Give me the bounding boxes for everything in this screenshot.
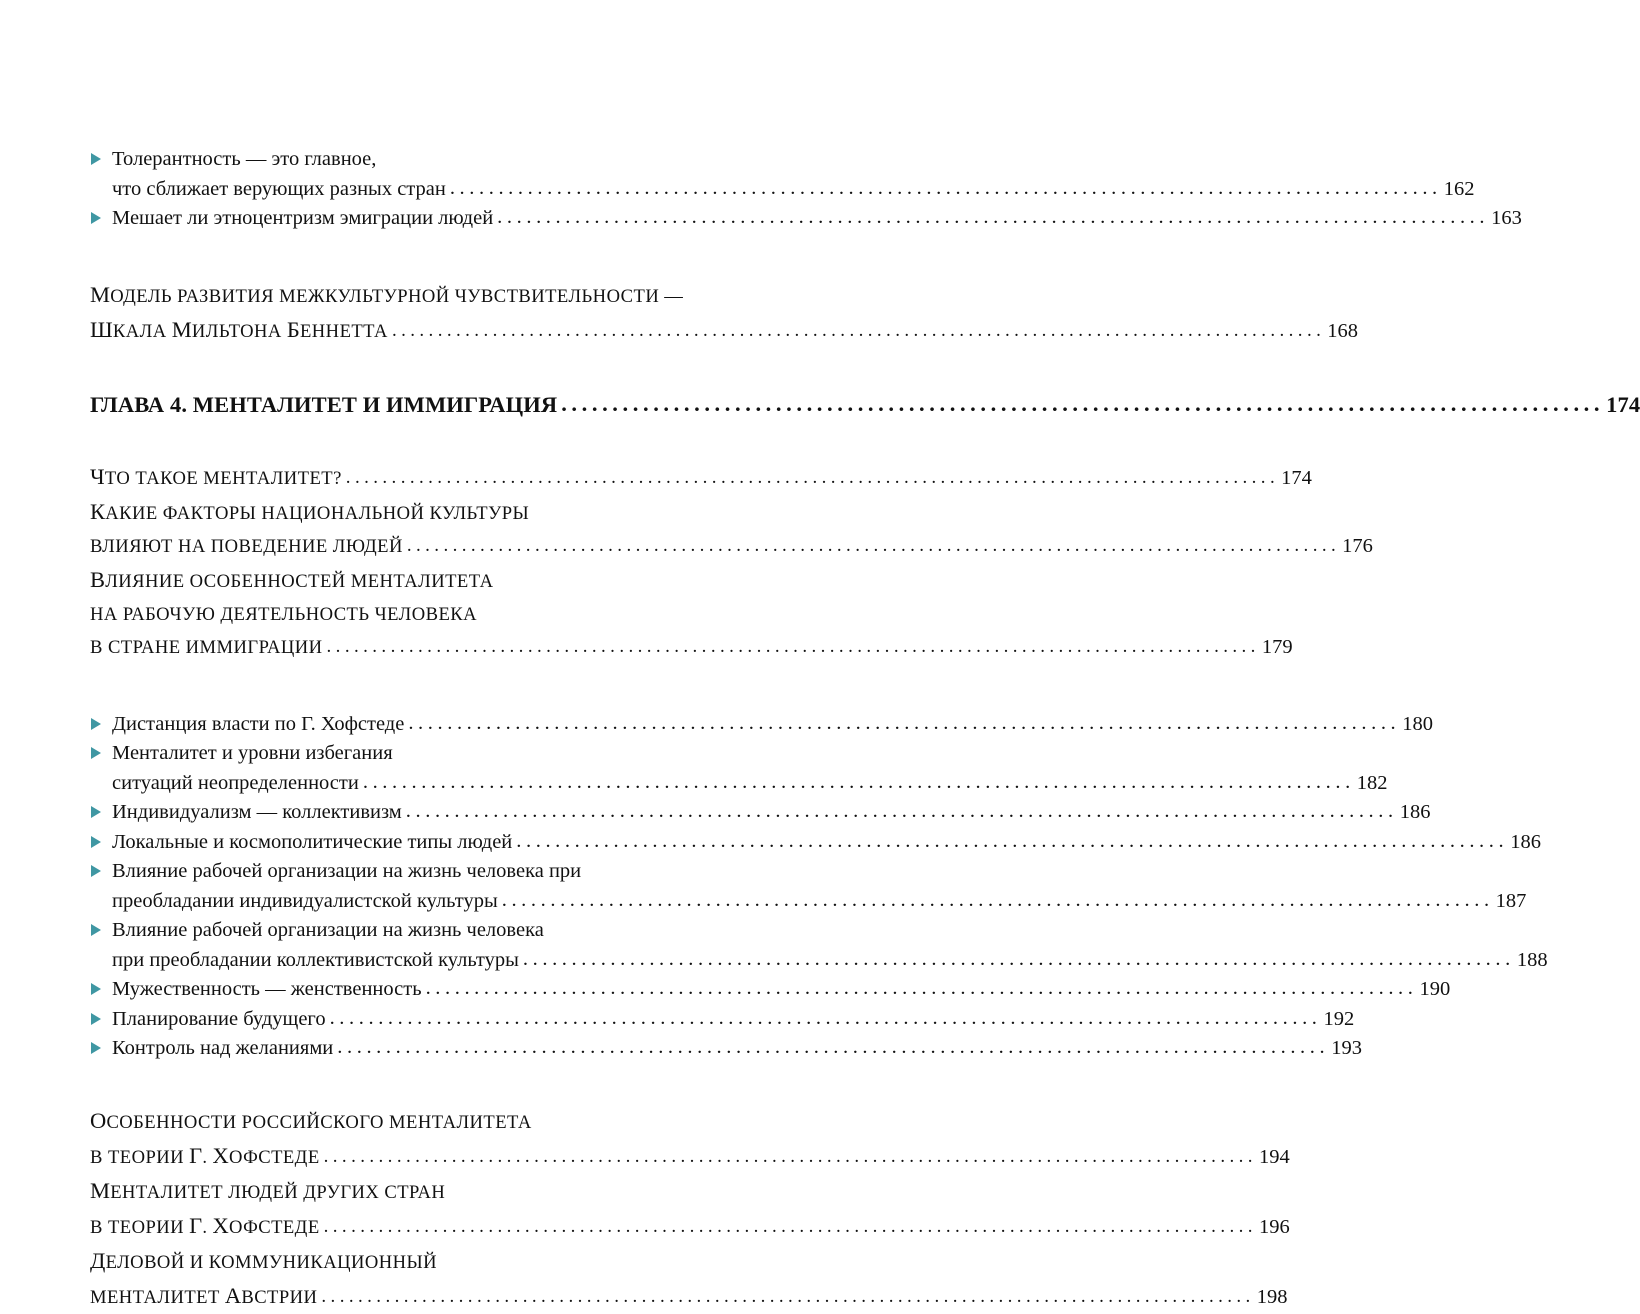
toc-entry-line bbox=[112, 975, 1451, 1005]
bullet-triangle-icon bbox=[91, 924, 101, 936]
toc-line-text bbox=[90, 1104, 755, 1139]
toc-entry-line bbox=[90, 631, 1293, 664]
bullet-triangle-icon bbox=[91, 747, 101, 759]
smallcaps-text: ВСТРИИ bbox=[241, 1286, 318, 1308]
toc-line-text: Индивидуализм — коллективизм bbox=[112, 801, 402, 823]
smallcaps-text: АКИЕ ФАКТОРЫ НАЦИОНАЛЬНОЙ КУЛЬТУРЫ bbox=[105, 502, 530, 524]
toc-entry-line bbox=[112, 857, 755, 887]
smallcaps-initial: Ч bbox=[90, 463, 105, 489]
toc-line bbox=[90, 313, 1359, 348]
smallcaps-text: ОФСТЕДЕ bbox=[228, 1216, 320, 1238]
toc-line bbox=[90, 390, 1640, 420]
smallcaps-text: ОФСТЕДЕ bbox=[228, 1146, 320, 1168]
toc-entry[interactable] bbox=[90, 1244, 1288, 1314]
toc-entry[interactable] bbox=[90, 828, 1541, 858]
page-number: 190 bbox=[1419, 978, 1451, 1000]
leader-dots bbox=[516, 827, 1508, 857]
bullet-triangle-icon bbox=[91, 1013, 101, 1025]
toc-line bbox=[112, 946, 1548, 976]
toc-line bbox=[90, 1244, 755, 1279]
toc-group-group-tolerance bbox=[90, 145, 1522, 234]
toc-entry-line bbox=[112, 769, 1388, 799]
toc-group-group-bennett bbox=[90, 278, 1359, 348]
bullet-triangle-icon bbox=[91, 983, 101, 995]
smallcaps-text: В СТРАНЕ ИММИГРАЦИИ bbox=[90, 636, 323, 658]
smallcaps-text: В ТЕОРИИ bbox=[90, 1216, 190, 1238]
toc-entry[interactable] bbox=[90, 1174, 1290, 1244]
toc-line bbox=[112, 1005, 1355, 1035]
toc-entry-line bbox=[112, 1005, 1355, 1035]
toc-entry-line bbox=[90, 1244, 755, 1279]
toc-line-text: что сближает верующих разных стран bbox=[112, 177, 446, 200]
toc-entry[interactable] bbox=[90, 739, 1388, 798]
smallcaps-text: ОДЕЛЬ РАЗВИТИЯ МЕЖКУЛЬТУРНОЙ ЧУВСТВИТЕЛЬНОСТИ — bbox=[110, 285, 684, 307]
page-number: 193 bbox=[1331, 1037, 1362, 1059]
smallcaps-initial: Г bbox=[189, 1142, 203, 1168]
smallcaps-text: . bbox=[202, 1146, 213, 1168]
smallcaps-text: МЕНТАЛИТЕТ bbox=[90, 1286, 225, 1308]
toc-entry-line bbox=[112, 916, 755, 946]
page-number: 174 bbox=[1606, 391, 1640, 417]
smallcaps-text: ТО ТАКОЕ МЕНТАЛИТЕТ? bbox=[104, 467, 342, 489]
toc-entry-line bbox=[112, 1034, 1362, 1064]
toc-entry[interactable] bbox=[90, 916, 1548, 975]
toc-entry-line bbox=[112, 828, 1541, 858]
smallcaps-initial: Г bbox=[189, 1212, 203, 1238]
toc-entry-line bbox=[90, 1279, 1288, 1314]
toc-line bbox=[90, 1279, 1288, 1314]
leader-dots bbox=[324, 1140, 1257, 1173]
toc-entry-line bbox=[90, 460, 1312, 495]
toc-line bbox=[90, 530, 1373, 563]
bullet-triangle-icon bbox=[91, 718, 101, 730]
toc-entry-line bbox=[90, 598, 755, 631]
group-spacer bbox=[90, 420, 755, 460]
toc-line bbox=[90, 598, 755, 631]
page-number: 179 bbox=[1261, 635, 1293, 658]
leader-dots bbox=[497, 203, 1489, 233]
toc-line bbox=[112, 828, 1541, 858]
toc-entry[interactable] bbox=[90, 563, 1293, 664]
toc-line-text: Дистанция власти по Г. Хофстеде bbox=[112, 712, 405, 735]
page-number: 198 bbox=[1256, 1285, 1288, 1308]
toc-line bbox=[112, 887, 1527, 917]
group-spacer bbox=[90, 234, 755, 278]
toc-entry-line bbox=[112, 175, 1475, 205]
toc-line-text bbox=[90, 1209, 320, 1244]
toc-line-text bbox=[90, 1244, 755, 1279]
smallcaps-text: КАЛА bbox=[112, 320, 172, 342]
leader-dots bbox=[324, 1210, 1257, 1243]
bullet-triangle-icon bbox=[91, 865, 101, 877]
page-number: 192 bbox=[1323, 1007, 1355, 1030]
toc-group-group-national-mentality bbox=[90, 1104, 1290, 1314]
toc-entry[interactable] bbox=[90, 975, 1451, 1005]
toc-entry[interactable] bbox=[90, 857, 1527, 916]
toc-entry-line bbox=[112, 204, 1522, 234]
toc-content bbox=[90, 145, 1640, 1314]
toc-entry-line bbox=[112, 946, 1548, 976]
bullet-triangle-icon bbox=[91, 806, 101, 818]
leader-dots bbox=[321, 1280, 1254, 1313]
toc-line bbox=[90, 495, 755, 530]
toc-line-text: преобладании индивидуалистской культуры bbox=[112, 889, 498, 912]
page-number: 174 bbox=[1281, 466, 1312, 489]
page-number: 182 bbox=[1356, 771, 1388, 794]
toc-line bbox=[90, 631, 1293, 664]
smallcaps-initial: Х bbox=[212, 1142, 229, 1168]
toc-line bbox=[112, 710, 1434, 740]
toc-line bbox=[112, 769, 1388, 799]
smallcaps-initial: М bbox=[171, 316, 192, 342]
toc-line-text: Мешает ли этноцентризм эмиграции людей bbox=[112, 207, 494, 229]
group-spacer bbox=[90, 348, 755, 390]
smallcaps-text: ЕЛОВОЙ И КОММУНИКАЦИОННЫЙ bbox=[105, 1251, 438, 1273]
leader-dots bbox=[346, 461, 1279, 494]
toc-line-text bbox=[90, 495, 755, 530]
toc-line-text: Влияние рабочей организации на жизнь человека при bbox=[112, 860, 582, 882]
toc-line bbox=[90, 1139, 1290, 1174]
toc-entry[interactable] bbox=[90, 1104, 1290, 1174]
page-number: 186 bbox=[1510, 830, 1541, 853]
toc-line-text bbox=[90, 460, 342, 495]
toc-line bbox=[112, 916, 755, 946]
toc-group-group-mentality-headings bbox=[90, 460, 1373, 664]
smallcaps-initial: К bbox=[90, 498, 106, 524]
group-spacer bbox=[90, 664, 755, 710]
leader-dots bbox=[561, 389, 1604, 419]
toc-line bbox=[90, 460, 1312, 495]
page-number: 162 bbox=[1443, 177, 1475, 200]
toc-line bbox=[112, 739, 755, 769]
toc-line-text: Мужественность — женственность bbox=[112, 978, 422, 1000]
smallcaps-initial: А bbox=[224, 1282, 242, 1308]
smallcaps-text: ВЛИЯЮТ НА ПОВЕДЕНИЕ ЛЮДЕЙ bbox=[90, 535, 403, 557]
toc-line bbox=[112, 204, 1522, 234]
toc-entry-line bbox=[90, 1104, 755, 1139]
leader-dots bbox=[392, 314, 1325, 347]
leader-dots bbox=[450, 174, 1442, 204]
toc-entry-line bbox=[90, 563, 755, 598]
toc-line-text: Локальные и космополитические типы людей bbox=[112, 830, 513, 853]
toc-line bbox=[112, 1034, 1362, 1064]
toc-line bbox=[112, 145, 755, 175]
leader-dots bbox=[327, 630, 1260, 663]
toc-entry[interactable] bbox=[90, 145, 1475, 204]
toc-entry-line bbox=[90, 313, 1359, 348]
toc-entry[interactable] bbox=[90, 1034, 1362, 1064]
bullet-triangle-icon bbox=[91, 836, 101, 848]
leader-dots bbox=[426, 974, 1418, 1004]
leader-dots bbox=[502, 886, 1494, 916]
toc-line-text bbox=[90, 530, 403, 563]
toc-line bbox=[90, 1104, 755, 1139]
toc-entry-line bbox=[90, 1174, 755, 1209]
toc-line bbox=[90, 563, 755, 598]
group-spacer bbox=[90, 1064, 755, 1104]
toc-entry[interactable] bbox=[90, 1005, 1355, 1035]
toc-line-text: Влияние рабочей организации на жизнь человека bbox=[112, 919, 544, 941]
toc-line-text bbox=[90, 598, 755, 631]
toc-entry-line bbox=[90, 495, 755, 530]
page-number: 186 bbox=[1399, 801, 1431, 823]
toc-line bbox=[90, 1209, 1290, 1244]
toc-line-text bbox=[90, 1139, 320, 1174]
toc-entry[interactable] bbox=[90, 278, 1359, 348]
toc-entry-line bbox=[90, 530, 1373, 563]
bullet-triangle-icon bbox=[91, 212, 101, 224]
bullet-triangle-icon bbox=[91, 1042, 101, 1054]
smallcaps-text: НА РАБОЧУЮ ДЕЯТЕЛЬНОСТЬ ЧЕЛОВЕКА bbox=[90, 603, 478, 625]
smallcaps-initial: В bbox=[90, 566, 106, 592]
toc-chapter-entry[interactable] bbox=[90, 390, 1640, 420]
toc-line-text: Планирование будущего bbox=[112, 1007, 326, 1030]
toc-line bbox=[112, 175, 1475, 205]
toc-line-text bbox=[90, 1174, 755, 1209]
smallcaps-initial: О bbox=[90, 1107, 107, 1133]
toc-entry-line bbox=[90, 390, 1640, 420]
toc-line-text: Контроль над желаниями bbox=[112, 1037, 334, 1059]
toc-line bbox=[90, 278, 755, 313]
toc-group-group-chapter-4 bbox=[90, 390, 1640, 420]
leader-dots bbox=[406, 797, 1398, 827]
bullet-triangle-icon bbox=[91, 153, 101, 165]
toc-line-text: Толерантность — это главное, bbox=[112, 148, 377, 170]
page-number: 196 bbox=[1258, 1215, 1290, 1238]
smallcaps-text: В ТЕОРИИ bbox=[90, 1146, 190, 1168]
page-number: 163 bbox=[1491, 207, 1522, 229]
smallcaps-text: СОБЕННОСТИ РОССИЙСКОГО МЕНТАЛИТЕТА bbox=[106, 1111, 532, 1133]
toc-line bbox=[112, 857, 755, 887]
smallcaps-initial: М bbox=[90, 1177, 111, 1203]
toc-entry[interactable] bbox=[90, 710, 1434, 740]
toc-entry-line bbox=[112, 710, 1434, 740]
leader-dots bbox=[408, 709, 1400, 739]
smallcaps-initial: М bbox=[90, 281, 111, 307]
toc-entry-line bbox=[90, 1209, 1290, 1244]
smallcaps-text: ЛИЯНИЕ ОСОБЕННОСТЕЙ МЕНТАЛИТЕТА bbox=[105, 570, 494, 592]
page-number: 168 bbox=[1327, 319, 1359, 342]
toc-line-text: Менталитет и уровни избегания bbox=[112, 742, 393, 764]
toc-line bbox=[112, 975, 1451, 1005]
smallcaps-text: ЕНТАЛИТЕТ ЛЮДЕЙ ДРУГИХ СТРАН bbox=[110, 1181, 446, 1203]
smallcaps-text: . bbox=[202, 1216, 213, 1238]
leader-dots bbox=[330, 1004, 1322, 1034]
toc-line-text bbox=[90, 278, 755, 313]
toc-group-group-hofstede-bullets bbox=[90, 710, 1548, 1064]
smallcaps-initial: Б bbox=[286, 316, 300, 342]
smallcaps-initial: Х bbox=[212, 1212, 229, 1238]
smallcaps-text: ЕННЕТТА bbox=[300, 320, 388, 342]
toc-entry[interactable] bbox=[90, 204, 1522, 234]
toc-entry-line bbox=[112, 739, 755, 769]
smallcaps-initial: Ш bbox=[90, 316, 113, 342]
page-number: 194 bbox=[1258, 1145, 1290, 1168]
leader-dots bbox=[523, 945, 1515, 975]
toc-entry[interactable] bbox=[90, 495, 1373, 563]
toc-line bbox=[112, 798, 1431, 828]
smallcaps-initial: Д bbox=[90, 1247, 106, 1273]
toc-line-text bbox=[90, 1279, 317, 1314]
toc-line-text: ситуаций неопределенности bbox=[112, 771, 359, 794]
leader-dots bbox=[363, 768, 1355, 798]
leader-dots bbox=[337, 1033, 1329, 1063]
toc-entry-line bbox=[112, 887, 1527, 917]
smallcaps-text: ИЛЬТОНА bbox=[191, 320, 287, 342]
toc-entry-line bbox=[90, 278, 755, 313]
toc-line-text bbox=[90, 631, 323, 664]
toc-entry-line bbox=[112, 798, 1431, 828]
page-number: 176 bbox=[1342, 534, 1373, 557]
page-number: 187 bbox=[1495, 889, 1527, 912]
leader-dots bbox=[407, 529, 1340, 562]
toc-entry[interactable] bbox=[90, 798, 1431, 828]
toc-entry-line bbox=[90, 1139, 1290, 1174]
toc-entry[interactable] bbox=[90, 460, 1312, 495]
toc-line-text: ГЛАВА 4. МЕНТАЛИТЕТ И ИММИГРАЦИЯ bbox=[90, 391, 558, 417]
toc-line-text: при преобладании коллективистской культуры bbox=[112, 948, 519, 971]
toc-line-text bbox=[90, 563, 755, 598]
toc-line-text bbox=[90, 313, 388, 348]
page-number: 180 bbox=[1402, 712, 1434, 735]
page-number: 188 bbox=[1516, 948, 1548, 971]
toc-entry-line bbox=[112, 145, 755, 175]
toc-line bbox=[90, 1174, 755, 1209]
